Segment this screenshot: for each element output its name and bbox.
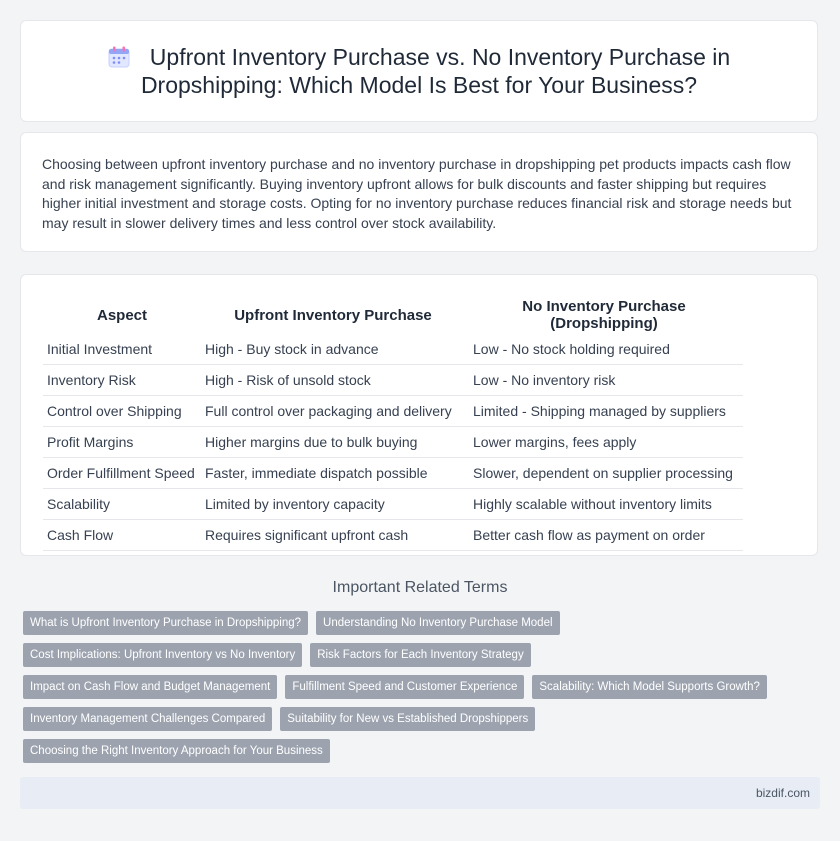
table-row <box>43 489 743 520</box>
tag-row <box>23 611 823 635</box>
table-cell: Initial Investment <box>43 334 201 365</box>
table-cell: Lower margins, fees apply <box>465 427 743 458</box>
related-term-link[interactable]: What is Upfront Inventory Purchase in Dropshipping? <box>23 611 308 635</box>
related-terms-list <box>23 611 823 771</box>
related-term-link[interactable]: Scalability: Which Model Supports Growth? <box>532 675 767 699</box>
tag-row <box>23 643 823 667</box>
intro-paragraph: Choosing between upfront inventory purchase and no inventory purchase in dropshipping pet products impacts cash flow and risk management significantly. Buying inventory upfront allows for bulk discounts and faster shipping but requires higher initial investment and storage costs. Opting for no inventory purchase reduces financial risk and storage needs but may result in slower delivery times and less control over stock availability. <box>42 156 792 231</box>
related-term-link[interactable]: Suitability for New vs Established Dropshippers <box>280 707 535 731</box>
table-cell: Limited by inventory capacity <box>201 489 465 520</box>
related-term-link[interactable]: Cost Implications: Upfront Inventory vs No Inventory <box>23 643 302 667</box>
page-title-text: Upfront Inventory Purchase vs. No Inventory Purchase in Dropshipping: Which Model Is Best for Your Business? <box>140 44 731 98</box>
table-row <box>43 396 743 427</box>
table-cell: Order Fulfillment Speed <box>43 458 201 489</box>
table-cell: Full control over packaging and delivery <box>201 396 465 427</box>
table-cell: Limited - Shipping managed by suppliers <box>465 396 743 427</box>
calendar-icon <box>108 46 130 68</box>
tag-row <box>23 739 823 763</box>
table-row <box>43 334 743 365</box>
table-cell: Higher margins due to bulk buying <box>201 427 465 458</box>
related-terms-heading: Important Related Terms <box>332 579 508 596</box>
page-title <box>69 43 769 99</box>
table-cell: Requires significant upfront cash <box>201 520 465 551</box>
comparison-table <box>43 295 743 551</box>
header-no-inventory: No Inventory Purchase (Dropshipping) <box>522 298 686 332</box>
table-cell: Cash Flow <box>43 520 201 551</box>
intro-card <box>20 132 818 252</box>
table-cell: Faster, immediate dispatch possible <box>201 458 465 489</box>
related-term-link[interactable]: Impact on Cash Flow and Budget Management <box>23 675 277 699</box>
table-cell: High - Buy stock in advance <box>201 334 465 365</box>
related-term-link[interactable]: Understanding No Inventory Purchase Model <box>316 611 560 635</box>
header-upfront: Upfront Inventory Purchase <box>234 306 432 324</box>
table-cell: Scalability <box>43 489 201 520</box>
table-row <box>43 365 743 396</box>
table-row <box>43 520 743 551</box>
table-header-row <box>43 295 743 334</box>
footer <box>20 777 820 809</box>
table-cell: Control over Shipping <box>43 396 201 427</box>
table-cell: Low - No inventory risk <box>465 365 743 396</box>
table-cell: Low - No stock holding required <box>465 334 743 365</box>
related-term-link[interactable]: Inventory Management Challenges Compared <box>23 707 272 731</box>
table-cell: Inventory Risk <box>43 365 201 396</box>
header-aspect: Aspect <box>96 306 148 324</box>
title-card <box>20 20 818 122</box>
related-term-link[interactable]: Fulfillment Speed and Customer Experience <box>285 675 524 699</box>
tag-row <box>23 675 823 699</box>
table-cell: Highly scalable without inventory limits <box>465 489 743 520</box>
table-row <box>43 427 743 458</box>
table-cell: High - Risk of unsold stock <box>201 365 465 396</box>
tag-row <box>23 707 823 731</box>
table-cell: Better cash flow as payment on order <box>465 520 743 551</box>
comparison-card <box>20 274 818 556</box>
table-cell: Slower, dependent on supplier processing <box>465 458 743 489</box>
table-row <box>43 458 743 489</box>
footer-site-link[interactable]: bizdif.com <box>755 786 810 800</box>
table-cell: Profit Margins <box>43 427 201 458</box>
related-term-link[interactable]: Choosing the Right Inventory Approach for Your Business <box>23 739 330 763</box>
related-term-link[interactable]: Risk Factors for Each Inventory Strategy <box>310 643 530 667</box>
